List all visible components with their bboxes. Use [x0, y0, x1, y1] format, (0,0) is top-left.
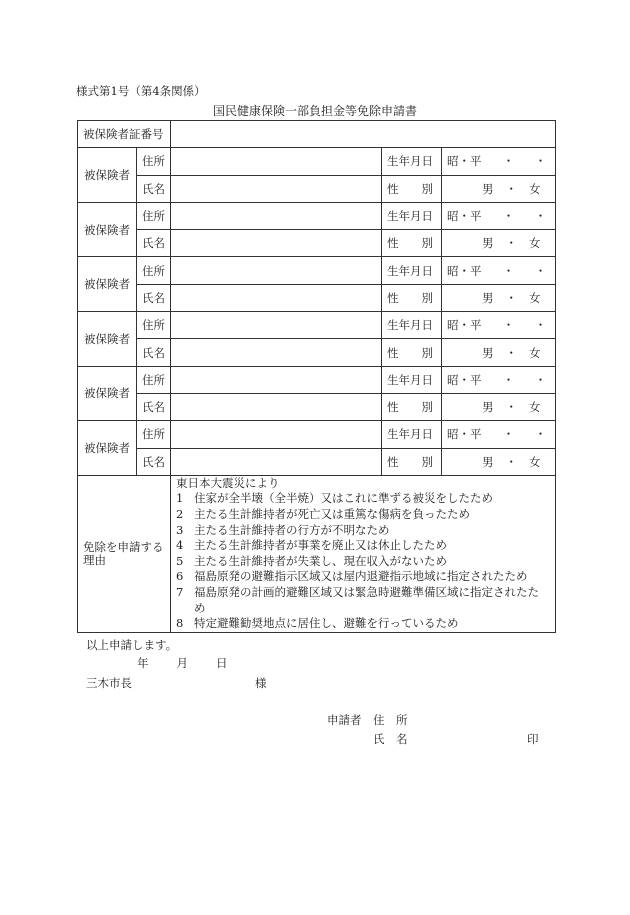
birthdate-separator: ・	[534, 372, 547, 387]
gender-female[interactable]: 女	[529, 454, 541, 469]
birthdate-separator: ・	[534, 318, 547, 333]
gender-separator: ・	[505, 290, 517, 305]
birthdate-separator: ・	[534, 154, 547, 169]
insured-group-label: 被保険者	[78, 257, 137, 312]
address-label: 住所	[137, 312, 171, 339]
name-label: 氏名	[137, 339, 171, 366]
insured-name-row	[78, 230, 556, 257]
gender-label: 性 別	[382, 448, 442, 475]
closing-statement: 以上申請します。	[86, 638, 178, 652]
address-label: 住所	[137, 421, 171, 448]
reason-number: 1	[176, 491, 184, 506]
gender-female[interactable]: 女	[529, 181, 541, 196]
name-label: 氏名	[137, 175, 171, 202]
insured-group-label: 被保険者	[78, 148, 137, 203]
reason-item[interactable]	[176, 585, 550, 616]
birthdate-label: 生年月日	[382, 202, 442, 229]
birthdate-field[interactable]	[442, 257, 556, 284]
gender-field[interactable]	[442, 284, 556, 311]
reason-text: 主たる生計維持者が事業を廃止又は休止したため	[194, 538, 447, 553]
insured-address-row	[78, 312, 556, 339]
address-label: 住所	[137, 202, 171, 229]
address-field[interactable]	[171, 421, 382, 448]
reason-item[interactable]	[176, 507, 550, 523]
birthdate-separator: ・	[534, 209, 547, 224]
name-field[interactable]	[171, 230, 382, 257]
birthdate-field[interactable]	[442, 366, 556, 393]
reason-number: 4	[176, 538, 184, 553]
insured-address-row	[78, 148, 556, 175]
insured-group-label: 被保険者	[78, 312, 137, 367]
applicant-name-label: 氏 名	[373, 732, 408, 746]
address-field[interactable]	[171, 148, 382, 175]
reason-text: 福島原発の計画的避難区域又は緊急時避難準備区域に指定されたため	[194, 585, 539, 615]
gender-male[interactable]: 男	[482, 345, 494, 360]
gender-separator: ・	[505, 181, 517, 196]
birthdate-era: 昭・平	[447, 154, 482, 169]
applicant-address-label: 住 所	[373, 713, 408, 727]
address-label: 住所	[137, 148, 171, 175]
gender-separator: ・	[505, 345, 517, 360]
birthdate-era: 昭・平	[447, 263, 482, 278]
gender-male[interactable]: 男	[482, 400, 494, 415]
gender-label: 性 別	[382, 230, 442, 257]
gender-field[interactable]	[442, 393, 556, 420]
birthdate-field[interactable]	[442, 148, 556, 175]
insured-address-row	[78, 421, 556, 448]
reason-item[interactable]	[176, 616, 550, 632]
insured-name-row	[78, 284, 556, 311]
name-field[interactable]	[171, 284, 382, 311]
address-field[interactable]	[171, 202, 382, 229]
name-label: 氏名	[137, 393, 171, 420]
gender-separator: ・	[505, 400, 517, 415]
insured-group-label: 被保険者	[78, 421, 137, 476]
name-field[interactable]	[171, 175, 382, 202]
date-month: 月	[176, 656, 188, 670]
gender-label: 性 別	[382, 393, 442, 420]
birthdate-separator: ・	[502, 372, 515, 387]
reason-item[interactable]	[176, 538, 550, 554]
gender-female[interactable]: 女	[529, 236, 541, 251]
address-label: 住所	[137, 366, 171, 393]
seal-mark: 印	[527, 732, 539, 746]
reason-number: 3	[176, 522, 184, 537]
gender-label: 性 別	[382, 339, 442, 366]
gender-field[interactable]	[442, 230, 556, 257]
reason-item[interactable]	[176, 491, 550, 507]
birthdate-separator: ・	[534, 427, 547, 442]
reason-item[interactable]	[176, 523, 550, 539]
reason-text: 主たる生計維持者の行方が不明なため	[194, 522, 390, 537]
insured-number-field[interactable]	[171, 121, 556, 148]
birthdate-separator: ・	[534, 263, 547, 278]
birthdate-separator: ・	[502, 427, 515, 442]
reason-number: 5	[176, 553, 184, 568]
gender-female[interactable]: 女	[529, 400, 541, 415]
birthdate-separator: ・	[502, 209, 515, 224]
reason-number: 6	[176, 569, 184, 584]
gender-female[interactable]: 女	[529, 290, 541, 305]
date-day: 日	[216, 656, 228, 670]
insured-address-row	[78, 257, 556, 284]
birthdate-field[interactable]	[442, 312, 556, 339]
birthdate-separator: ・	[502, 154, 515, 169]
birthdate-era: 昭・平	[447, 209, 482, 224]
birthdate-separator: ・	[502, 263, 515, 278]
gender-male[interactable]: 男	[482, 290, 494, 305]
birthdate-label: 生年月日	[382, 421, 442, 448]
form-number-label: 様式第1号（第4条関係）	[76, 84, 206, 98]
gender-field[interactable]	[442, 448, 556, 475]
reason-text: 主たる生計維持者が失業し、現在収入がないため	[194, 553, 447, 568]
date-line	[137, 655, 256, 671]
reason-list	[171, 475, 556, 632]
gender-female[interactable]: 女	[529, 345, 541, 360]
insured-address-row	[78, 366, 556, 393]
application-form-table	[77, 120, 556, 633]
birthdate-label: 生年月日	[382, 366, 442, 393]
birthdate-era: 昭・平	[447, 427, 482, 442]
date-year: 年	[137, 656, 149, 670]
birthdate-era: 昭・平	[447, 372, 482, 387]
address-label: 住所	[137, 257, 171, 284]
honorific: 様	[255, 676, 267, 690]
birthdate-separator: ・	[502, 318, 515, 333]
insured-group-label: 被保険者	[78, 202, 137, 257]
birthdate-field[interactable]	[442, 202, 556, 229]
reason-text: 福島原発の避難指示区域又は屋内退避指示地域に指定されたため	[194, 569, 528, 584]
birthdate-era: 昭・平	[447, 318, 482, 333]
gender-separator: ・	[505, 454, 517, 469]
applicant-role-label: 申請者	[327, 713, 362, 727]
reason-item[interactable]	[176, 554, 550, 570]
insured-name-row	[78, 339, 556, 366]
name-field[interactable]	[171, 339, 382, 366]
insured-name-row	[78, 175, 556, 202]
address-field[interactable]	[171, 312, 382, 339]
reason-text: 住家が全半壊（全半焼）又はこれに準ずる被災をしたため	[194, 491, 493, 506]
gender-male[interactable]: 男	[482, 236, 494, 251]
address-field[interactable]	[171, 257, 382, 284]
birthdate-label: 生年月日	[382, 257, 442, 284]
insured-number-row	[78, 121, 556, 148]
insured-name-row	[78, 448, 556, 475]
insured-address-row	[78, 202, 556, 229]
name-field[interactable]	[171, 393, 382, 420]
name-label: 氏名	[137, 230, 171, 257]
name-label: 氏名	[137, 284, 171, 311]
gender-field[interactable]	[442, 175, 556, 202]
insured-group-label: 被保険者	[78, 366, 137, 421]
reason-number: 2	[176, 507, 184, 522]
birthdate-label: 生年月日	[382, 148, 442, 175]
document-title: 国民健康保険一部負担金等免除申請書	[212, 104, 417, 118]
gender-field[interactable]	[442, 339, 556, 366]
birthdate-label: 生年月日	[382, 312, 442, 339]
address-field[interactable]	[171, 366, 382, 393]
reason-label: 免除を申請する理由	[78, 475, 171, 632]
reason-number: 8	[176, 616, 184, 631]
gender-label: 性 別	[382, 175, 442, 202]
gender-label: 性 別	[382, 284, 442, 311]
name-field[interactable]	[171, 448, 382, 475]
gender-male[interactable]: 男	[482, 181, 494, 196]
reason-item[interactable]	[176, 569, 550, 585]
birthdate-field[interactable]	[442, 421, 556, 448]
insured-number-label: 被保険者証番号	[78, 121, 171, 148]
insured-name-row	[78, 393, 556, 420]
reason-number: 7	[176, 585, 184, 600]
reason-text: 特定避難勧奨地点に居住し、避難を行っているため	[194, 616, 459, 631]
reason-text: 主たる生計維持者が死亡又は重篤な傷病を負ったため	[194, 507, 470, 522]
name-label: 氏名	[137, 448, 171, 475]
gender-separator: ・	[505, 236, 517, 251]
gender-male[interactable]: 男	[482, 454, 494, 469]
reason-intro: 東日本大震災により	[176, 475, 280, 490]
addressee: 三木市長	[86, 676, 132, 690]
reason-row	[78, 475, 556, 632]
